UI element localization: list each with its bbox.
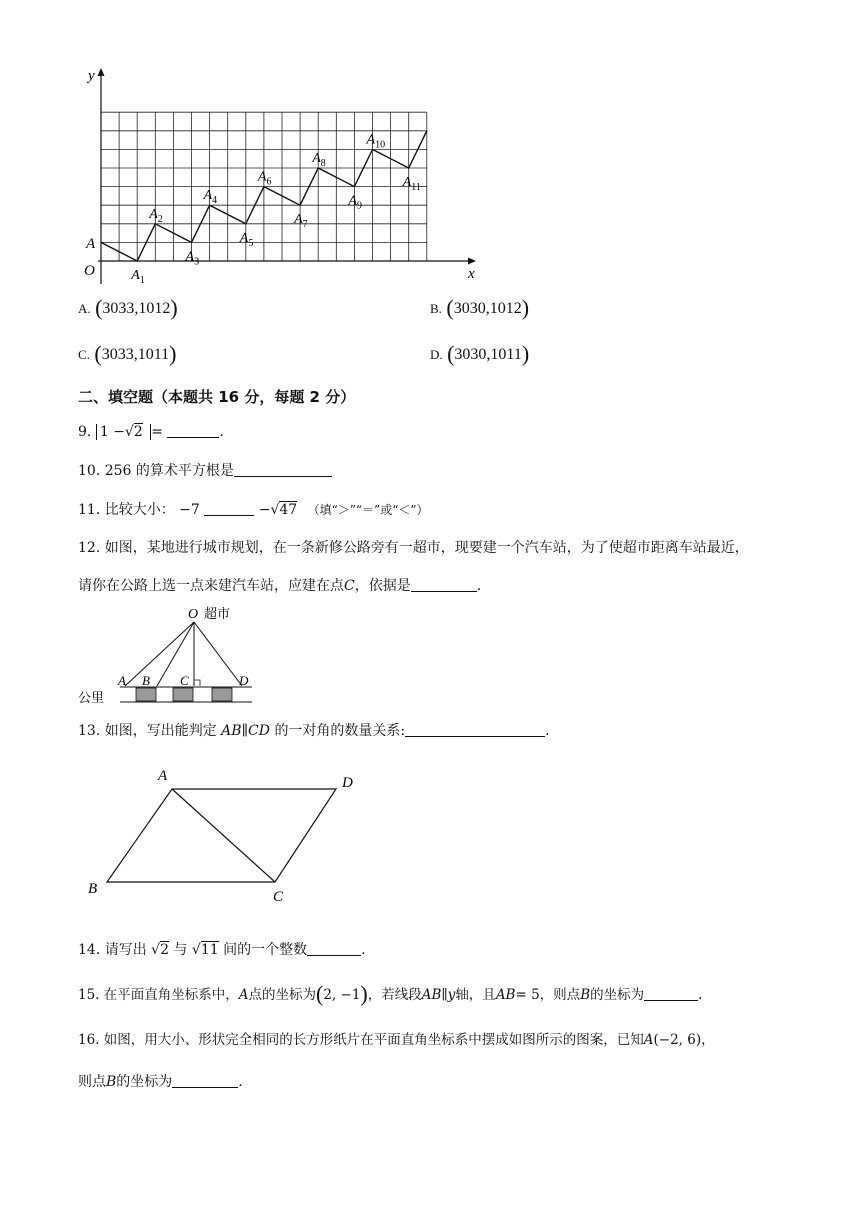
option-c[interactable]: C. (3033,1011) <box>78 341 177 366</box>
point-label-a2: $A_2$ <box>149 206 163 225</box>
answer-blank[interactable] <box>405 722 545 737</box>
point-A: A <box>118 673 126 688</box>
question-12-line2: 请你在公路上选一点来建汽车站，应建在点C，依据是 . <box>78 578 482 594</box>
section-heading: 二、填空题（本题共 16 分，每题 2 分） <box>78 388 356 406</box>
vertex-C: C <box>273 889 284 905</box>
point-label-a7: $A_7$ <box>294 212 308 231</box>
option-d[interactable]: D. (3030,1011) <box>430 341 530 366</box>
market-label: 超市 <box>204 606 231 621</box>
question-13: 13. 如图，写出能判定 AB∥CD 的一对角的数量关系: . <box>78 723 550 739</box>
point-label-a10: $A_{10}$ <box>366 132 386 151</box>
option-value: 3030,1011 <box>454 346 522 363</box>
x-axis-label: x <box>468 266 475 282</box>
point-label-a5: $A_5$ <box>239 230 254 249</box>
option-value: 3030,1012 <box>453 300 522 317</box>
road-label: 公里 <box>78 690 105 705</box>
point-label-a11: $A_{11}$ <box>402 175 421 193</box>
point-A-label: A <box>86 236 96 252</box>
origin-label: O <box>84 263 95 279</box>
point-label-a9: $A_9$ <box>348 193 362 212</box>
question-16-line1: 16. 如图，用大小、形状完全相同的长方形纸片在平面直角坐标系中摆成如图所示的图案，已知A(−2, 6)， <box>78 1032 715 1048</box>
question-16-line2: 则点B的坐标为 . <box>78 1074 243 1090</box>
point-O: O <box>188 607 199 622</box>
option-value: 3033,1011 <box>101 346 170 363</box>
question-10: 10. 256 的算术平方根是 <box>78 461 332 481</box>
question-15: 15. 在平面直角坐标系中，A点的坐标为(2, −1)，若线段AB∥y轴，且AB= 5，则点B的坐标为 . <box>78 981 703 1006</box>
x-axis-arrow <box>468 258 476 265</box>
option-b[interactable]: B. (3030,1012) <box>430 295 530 320</box>
option-a[interactable]: A. (3033,1012) <box>78 295 178 320</box>
coordinate-grid-figure <box>78 62 490 292</box>
answer-blank[interactable] <box>167 423 219 438</box>
point-D: D <box>239 673 249 688</box>
point-label-a8: $A_8$ <box>312 151 326 169</box>
point-label-a6: $A_6$ <box>257 169 272 188</box>
road-figure <box>76 602 256 708</box>
vertex-B: B <box>88 881 98 897</box>
answer-blank[interactable] <box>172 1073 238 1088</box>
answer-blank[interactable] <box>234 462 332 477</box>
answer-blank[interactable] <box>204 501 254 516</box>
question-12-line1: 12. 如图，某地进行城市规划，在一条新修公路旁有一超市，现要建一个汽车站，为了使超市距离车站最近， <box>78 540 749 556</box>
option-letter: A. <box>78 301 91 316</box>
point-label-a1: $A_1$ <box>131 268 145 286</box>
point-label-a4: $A_4$ <box>203 188 218 207</box>
quadrilateral-figure <box>80 760 370 910</box>
answer-blank[interactable] <box>307 941 361 956</box>
y-axis-label: y <box>88 68 95 84</box>
answer-blank[interactable] <box>411 577 477 592</box>
y-axis-arrow <box>98 68 105 76</box>
point-C: C <box>180 673 189 688</box>
option-letter: C. <box>78 347 90 362</box>
point-B: B <box>142 673 150 688</box>
question-11: 11. 比较大小： −7 −√47 （填“＞”“＝”或“＜”） <box>78 502 429 518</box>
option-letter: B. <box>430 301 442 316</box>
point-labels <box>130 132 421 286</box>
answer-blank[interactable] <box>644 986 698 1001</box>
option-letter: D. <box>430 347 443 362</box>
question-14: 14. 请写出 √2 与 √11 间的一个整数 . <box>78 942 366 958</box>
option-value: 3033,1012 <box>102 300 171 317</box>
vertex-D: D <box>342 775 353 791</box>
point-label-a3: $A_3$ <box>185 249 200 268</box>
vertex-A: A <box>158 768 168 784</box>
question-9: 9. 1 −√2 = . <box>78 424 224 440</box>
